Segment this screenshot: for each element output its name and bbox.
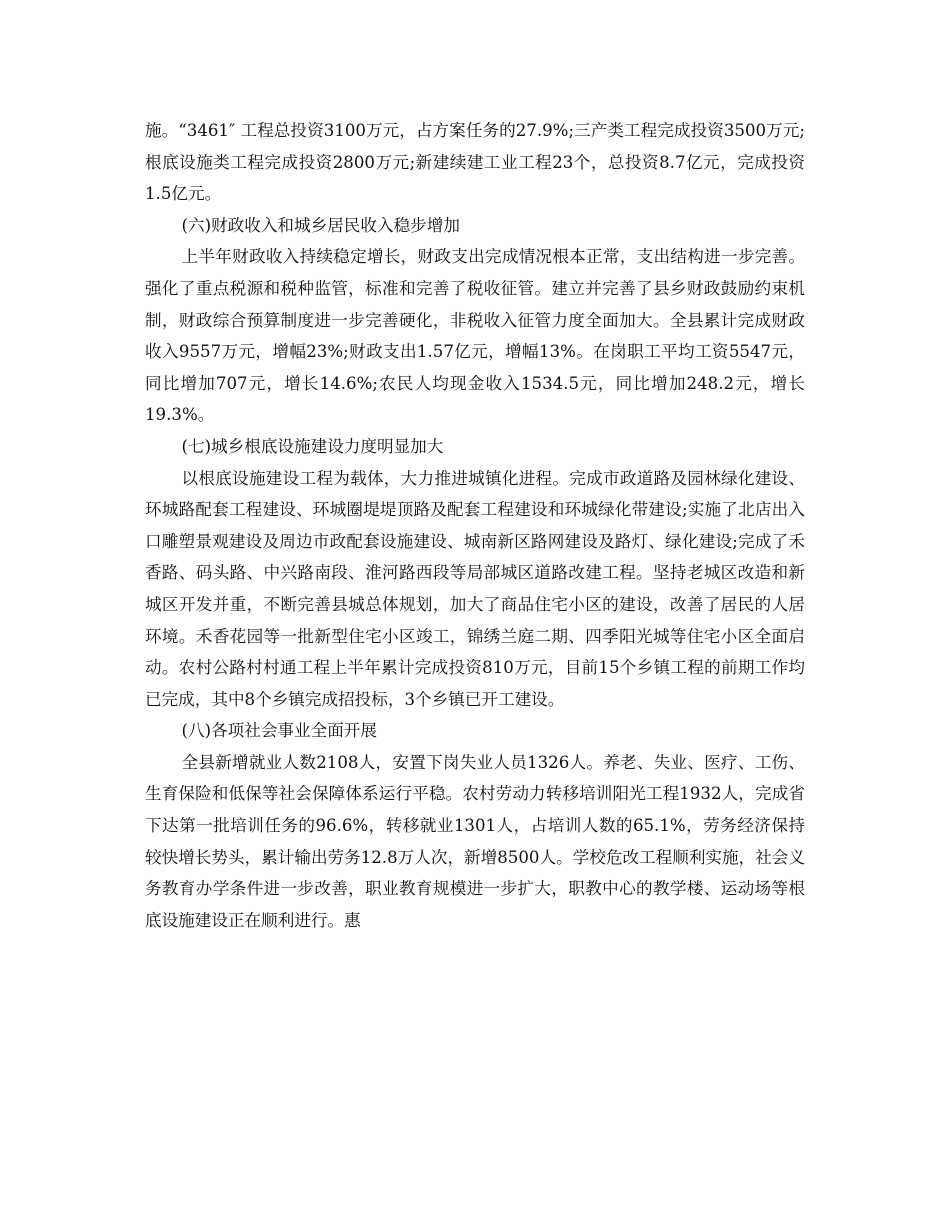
section-heading-7: (七)城乡根底设施建设力度明显加大 bbox=[181, 436, 444, 456]
section-heading-8: (八)各项社会事业全面开展 bbox=[181, 721, 377, 741]
paragraph-finance: 上半年财政收入持续稳定增长，财政支出完成情况根本正常，支出结构进一步完善。强化了重点税源和税种监管，标准和完善了税收征管。建立并完善了县乡财政鼓励约束机制，财政综合预算制度进一步完善硬化，非税收入征管力度全面加大。全县累计完成财政收入9557万元，增幅23%;财政支出1.57亿元，增幅13%。在岗职工平均工资5547元，同比增加707元，增长14.6%;农民人均现金收入1534.5元，同比增加248.2元，增长19.3%。 bbox=[145, 247, 805, 425]
paragraph-infrastructure: 以根底设施建设工程为载体，大力推进城镇化进程。完成市政道路及园林绿化建设、环城路配套工程建设、环城圈堤堤顶路及配套工程建设和环城绿化带建设;实施了北店出入口雕塑景观建设及周边市政配套设施建设、城南新区路网建设及路灯、绿化建设;完成了禾香路、码头路、中兴路南段、淮河路西段等局部城区道路改建工程。坚持老城区改造和新城区开发并重，不断完善县城总体规划，加大了商品住宅小区的建设，改善了居民的人居环境。禾香花园等一批新型住宅小区竣工，锦绣兰庭二期、四季阳光城等住宅小区全面启动。农村公路村村通工程上半年累计完成投资810万元，目前15个乡镇工程的前期工作均已完成，其中8个乡镇完成招投标，3个乡镇已开工建设。 bbox=[145, 468, 805, 709]
document-body bbox=[145, 115, 805, 936]
paragraph-continued: 施。“3461″ 工程总投资3100万元，占方案任务的27.9%;三产类工程完成投资3500万元;根底设施类工程完成投资2800万元;新建续建工业工程23个，总投资8.7亿元，完成投资1.5亿元。 bbox=[145, 121, 805, 204]
section-heading-6: (六)财政收入和城乡居民收入稳步增加 bbox=[181, 215, 460, 235]
paragraph-social: 全县新增就业人数2108人，安置下岗失业人员1326人。养老、失业、医疗、工伤、生育保险和低保等社会保障体系运行平稳。农村劳动力转移培训阳光工程1932人，完成省下达第一批培训任务的96.6%，转移就业1301人，占培训人数的65.1%，劳务经济保持较快增长势头，累计输出劳务12.8万人次，新增8500人。学校危改工程顺利实施，社会义务教育办学条件进一步改善，职业教育规模进一步扩大，职教中心的教学楼、运动场等根底设施建设正在顺利进行。惠 bbox=[145, 752, 805, 930]
